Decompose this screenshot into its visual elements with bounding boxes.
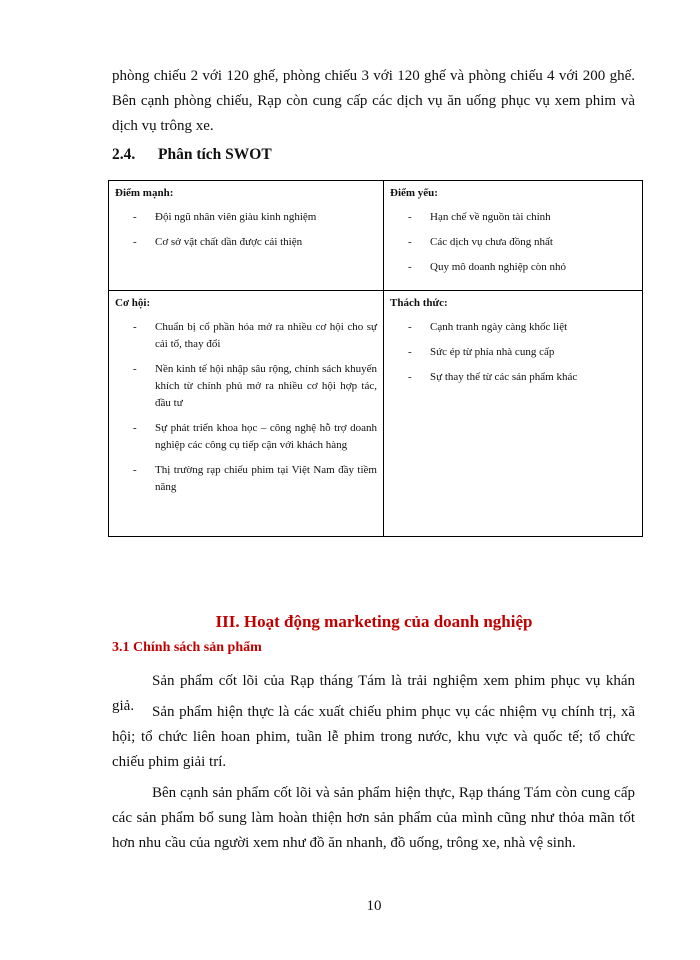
section-number: 2.4. — [112, 146, 136, 163]
strengths-list — [115, 209, 377, 251]
list-item: - Sức ép từ phía nhà cung cấp — [390, 344, 636, 361]
list-item: - Thị trường rạp chiếu phim tại Việt Nam đầy tiềm năng — [115, 462, 377, 496]
swot-table — [108, 180, 643, 537]
threats-title: Thách thức: — [390, 297, 448, 309]
opportunities-title: Cơ hội: — [115, 297, 151, 309]
list-item: - Các dịch vụ chưa đồng nhất — [390, 234, 636, 251]
list-item: - Cơ sở vật chất dần được cải thiện — [115, 234, 377, 251]
list-item: - Sự thay thế từ các sản phẩm khác — [390, 369, 636, 386]
body-paragraph: Bên cạnh sản phẩm cốt lõi và sản phẩm hiện thực, Rạp tháng Tám còn cung cấp các sản phẩm bổ sung làm hoàn thiện hơn sản phẩm của mình cũng như thỏa mãn tốt hơn nhu cầu của người xem như đồ ăn nhanh, đồ uống, trông xe, nhà vệ sinh. — [112, 785, 635, 851]
section-2-4-heading — [112, 146, 272, 164]
list-item: - Hạn chế về nguồn tài chính — [390, 209, 636, 226]
section-3-1-heading: 3.1 Chính sách sản phẩm — [112, 640, 262, 655]
swot-cell-opportunities — [109, 291, 384, 537]
swot-cell-threats — [384, 291, 643, 537]
list-item: - Nền kinh tế hội nhập sâu rộng, chính sách khuyến khích từ chính phủ mở ra nhiều cơ hội hợp tác, đầu tư — [115, 361, 377, 412]
list-item: - Cạnh tranh ngày càng khốc liệt — [390, 319, 636, 336]
list-item: - Sự phát triển khoa học – công nghệ hỗ trợ doanh nghiệp các công cụ tiếp cận với khách hàng — [115, 420, 377, 454]
swot-row-internal — [109, 181, 643, 291]
section-iii-heading: III. Hoạt động marketing của doanh nghiệp — [215, 612, 533, 631]
swot-cell-weaknesses — [384, 181, 643, 291]
weaknesses-title: Điểm yếu: — [390, 187, 438, 199]
weaknesses-list — [390, 209, 636, 276]
swot-cell-strengths — [109, 181, 384, 291]
opportunities-list — [115, 319, 377, 496]
strengths-title: Điểm mạnh: — [115, 187, 174, 199]
page-number: 10 — [366, 898, 382, 914]
threats-list — [390, 319, 636, 386]
body-paragraph: Sản phẩm cốt lõi của Rạp tháng Tám là trải nghiệm xem phim phục vụ khán giả. — [112, 673, 635, 714]
body-paragraph: Sản phẩm hiện thực là các xuất chiếu phim phục vụ các nhiệm vụ chính trị, xã hội; tổ chức liên hoan phim, tuần lễ phim trong nước, khu vực và quốc tế; tổ chức chiếu phim giải trí. — [112, 704, 635, 770]
list-item: - Đội ngũ nhân viên giàu kinh nghiệm — [115, 209, 377, 226]
swot-row-external — [109, 291, 643, 537]
intro-paragraph: phòng chiếu 2 với 120 ghế, phòng chiếu 3 với 120 ghế và phòng chiếu 4 với 200 ghế. Bên cạnh phòng chiếu, Rạp còn cung cấp các dịch vụ ăn uống phục vụ xem phim và dịch vụ trông xe. — [112, 68, 635, 134]
section-title: Phân tích SWOT — [158, 146, 272, 163]
list-item: - Chuẩn bị cổ phần hóa mở ra nhiều cơ hội cho sự cải tổ, thay đổi — [115, 319, 377, 353]
list-item: - Quy mô doanh nghiệp còn nhỏ — [390, 259, 636, 276]
